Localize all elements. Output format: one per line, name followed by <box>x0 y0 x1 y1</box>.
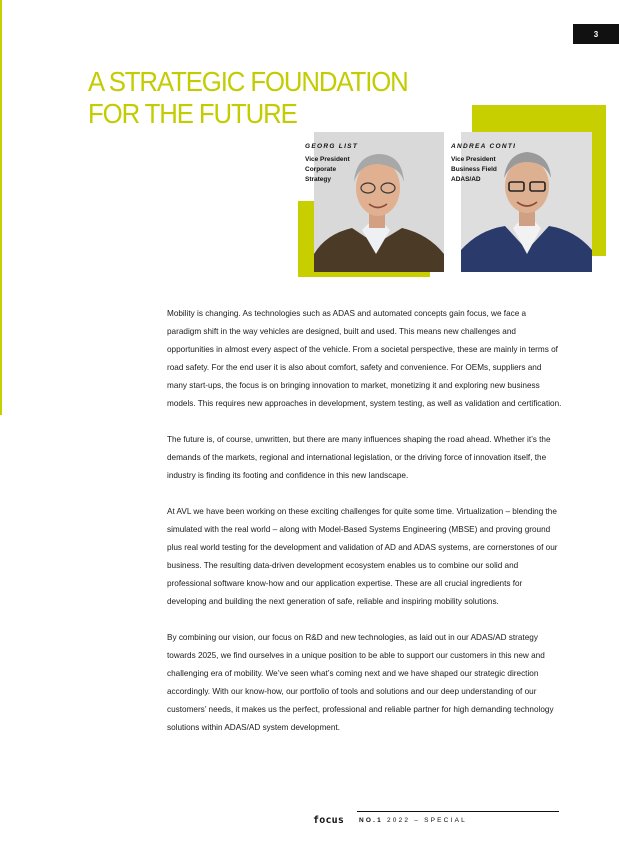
person-role <box>451 155 516 185</box>
person-name: ANDREA CONTI <box>451 143 517 150</box>
issue-edition: 2022 – SPECIAL <box>382 817 467 824</box>
person-name: GEORG LIST <box>305 143 359 150</box>
person-role-line: Strategy <box>305 176 332 183</box>
issue-label <box>359 817 467 824</box>
body-paragraph: Mobility is changing. As technologies such as ADAS and automated concepts gain focus, we face a paradigm shift in the way vehicles are designed, built and used. This means new challenges and opportunities in almost every aspect of the vehicle. From a societal perspective, these are mainly in terms of road safety. For the end user it is also about comfort, safety and convenience. For OEMs, suppliers and many start-ups, the focus is on bringing innovation to market, monetizing it and exploring new business models. This requires new approaches in development, system testing, as well as validation and certification. <box>167 309 562 408</box>
article-body <box>167 305 562 755</box>
page-title <box>88 66 408 130</box>
body-paragraph: By combining our vision, our focus on R&D and new technologies, as laid out in our ADAS/AD strategy towards 2025, we find ourselves in a unique position to be able to support our customers in this new and challenging era of mobility. We’ve seen what’s coming next and we have shaped our strategic direction accordingly. With our know-how, our portfolio of tools and solutions and our deep understanding of our customers’ needs, it makes us the perfect, professional and reliable partner for high demanding technology solutions within ADAS/AD system development. <box>167 633 554 732</box>
person-role-line: ADAS/AD <box>451 176 481 183</box>
person-role-line: Vice President <box>451 156 496 163</box>
left-accent-rule <box>0 0 2 415</box>
body-paragraph: The future is, of course, unwritten, but there are many influences shaping the road ahead. Whether it’s the demands of the markets, regional and international legislation, or the driving force of innovation itself, the industry is finding its footing and confidence in this new landscape. <box>167 435 551 480</box>
issue-number: NO.1 <box>359 817 383 824</box>
body-paragraph: At AVL we have been working on these exciting challenges for quite some time. Virtualization – blending the simulated with the real world – along with Model-Based Systems Engineering (MBSE) and proving ground plus real world testing for the development and validation of AD and ADAS systems, are cornerstones of our business. The resulting data-driven development ecosystem enables us to combine our solid and professional software know-how and our application expertise. These are all crucial ingredients for developing and building the next generation of safe, reliable and inspiring mobility solutions. <box>167 507 558 606</box>
page-number: 3 <box>573 24 619 44</box>
title-line-1: A STRATEGIC FOUNDATION <box>88 66 408 97</box>
person-role-line: Business Field <box>451 166 497 173</box>
person-label-andrea-conti <box>451 142 516 185</box>
person-role <box>305 155 358 185</box>
magazine-logo: focus <box>313 815 345 826</box>
footer-rule <box>357 811 559 812</box>
person-role-line: Vice President <box>305 156 350 163</box>
title-line-2: FOR THE FUTURE <box>88 98 297 129</box>
person-label-georg-list <box>305 142 358 185</box>
person-role-line: Corporate <box>305 166 337 173</box>
